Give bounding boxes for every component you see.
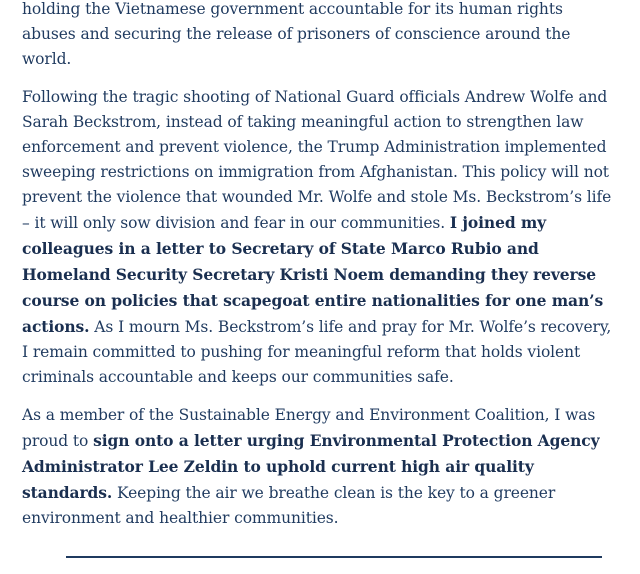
paragraph-environment xyxy=(22,403,620,531)
paragraph-text: As a member of the Sustainable Energy and Environment Coalition, I was proud to xyxy=(22,406,596,450)
section-divider xyxy=(66,556,602,558)
paragraph-text: Following the tragic shooting of National Guard officials Andrew Wolfe and Sarah Beckstrom, instead of taking meaningful action to strengthen law enforcement and prevent violence, the Trump Administration implemented sweeping restrictions on immigration from Afghanistan. This policy will not prevent the violence that wounded Mr. Wolfe and stole Ms. Beckstrom’s life – it will only sow division and fear in our communities. xyxy=(22,88,612,232)
letter-epa-highlight: sign onto a letter urging Environmental Protection Agency Administrator Lee Zeldin to uphold current high air quality standards. xyxy=(22,431,600,502)
paragraph-immigration xyxy=(22,85,620,390)
paragraph-text: holding the Vietnamese government accountable for its human rights abuses and securing the release of prisoners of conscience around the world. xyxy=(22,0,571,68)
paragraph-vietnam xyxy=(22,0,620,72)
paragraph-text: As I mourn Ms. Beckstrom’s life and pray for Mr. Wolfe’s recovery, I remain committed to pushing for meaningful reform that holds violent criminals accountable and keeps our communities safe. xyxy=(22,318,612,386)
letter-rubio-noem-highlight: I joined my colleagues in a letter to Secretary of State Marco Rubio and Homeland Security Secretary Kristi Noem demanding they reverse course on policies that scapegoat entire nationalities for one man’s actions. xyxy=(22,213,604,336)
newsletter-body xyxy=(22,0,620,544)
paragraph-text: Keeping the air we breathe clean is the key to a greener environment and healthier communities. xyxy=(22,484,556,527)
